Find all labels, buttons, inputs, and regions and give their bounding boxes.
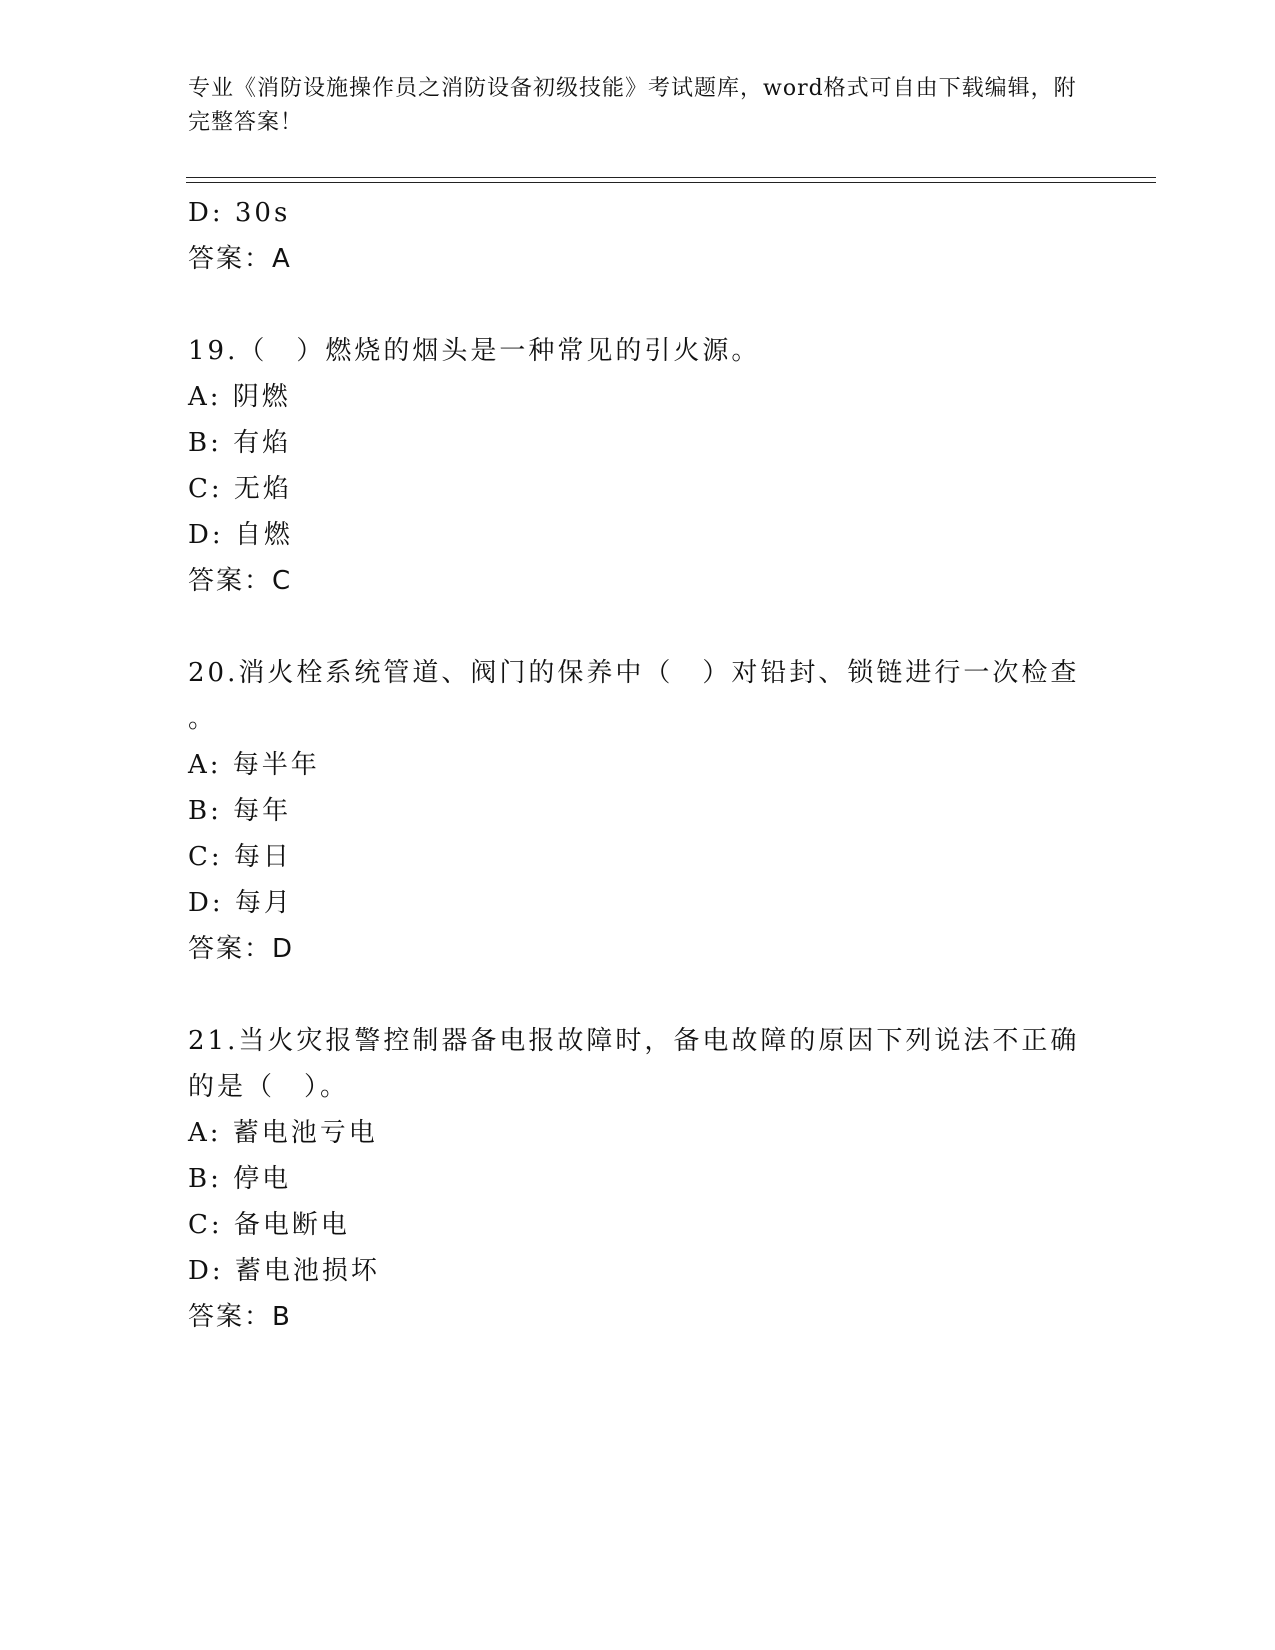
option-c: C: 无焰 — [188, 474, 292, 504]
question-stem-line1: 21.当火灾报警控制器备电报故障时，备电故障的原因下列说法不正确 — [188, 1026, 1080, 1056]
answer-prev: 答案：A — [188, 244, 292, 274]
option-a: A: 阴燃 — [188, 382, 291, 412]
spacer — [188, 282, 1088, 328]
answer: 答案：B — [188, 1302, 292, 1332]
question-stem-line2: 的是（ ）。 — [188, 1072, 350, 1102]
option-d-prev: D: 30s — [188, 198, 291, 228]
header-divider-top — [186, 177, 1156, 178]
option-a: A: 蓄电池亏电 — [188, 1118, 378, 1148]
header-divider-bottom — [186, 182, 1156, 183]
answer: 答案：D — [188, 934, 295, 964]
answer: 答案：C — [188, 566, 293, 596]
document-body — [188, 190, 1088, 1340]
question-stem: 19.（ ）燃烧的烟头是一种常见的引火源。 — [188, 336, 761, 366]
question-21 — [188, 1018, 1088, 1340]
option-b: B: 有焰 — [188, 428, 292, 458]
option-a: A: 每半年 — [188, 750, 320, 780]
document-header: 专业《消防设施操作员之消防设备初级技能》考试题库，word格式可自由下载编辑，附完整答案！ — [188, 76, 1077, 135]
question-stem-line2: 。 — [188, 704, 218, 734]
option-b: B: 停电 — [188, 1164, 292, 1194]
option-d: D: 自燃 — [188, 520, 293, 550]
option-d: D: 每月 — [188, 888, 293, 918]
option-d: D: 蓄电池损坏 — [188, 1256, 380, 1286]
option-b: B: 每年 — [188, 796, 292, 826]
spacer — [188, 604, 1088, 650]
option-c: C: 每日 — [188, 842, 292, 872]
option-c: C: 备电断电 — [188, 1210, 350, 1240]
spacer — [188, 972, 1088, 1018]
question-stem-line1: 20.消火栓系统管道、阀门的保养中（ ）对铅封、锁链进行一次检查 — [188, 658, 1080, 688]
question-19 — [188, 328, 1088, 604]
question-20 — [188, 650, 1088, 972]
